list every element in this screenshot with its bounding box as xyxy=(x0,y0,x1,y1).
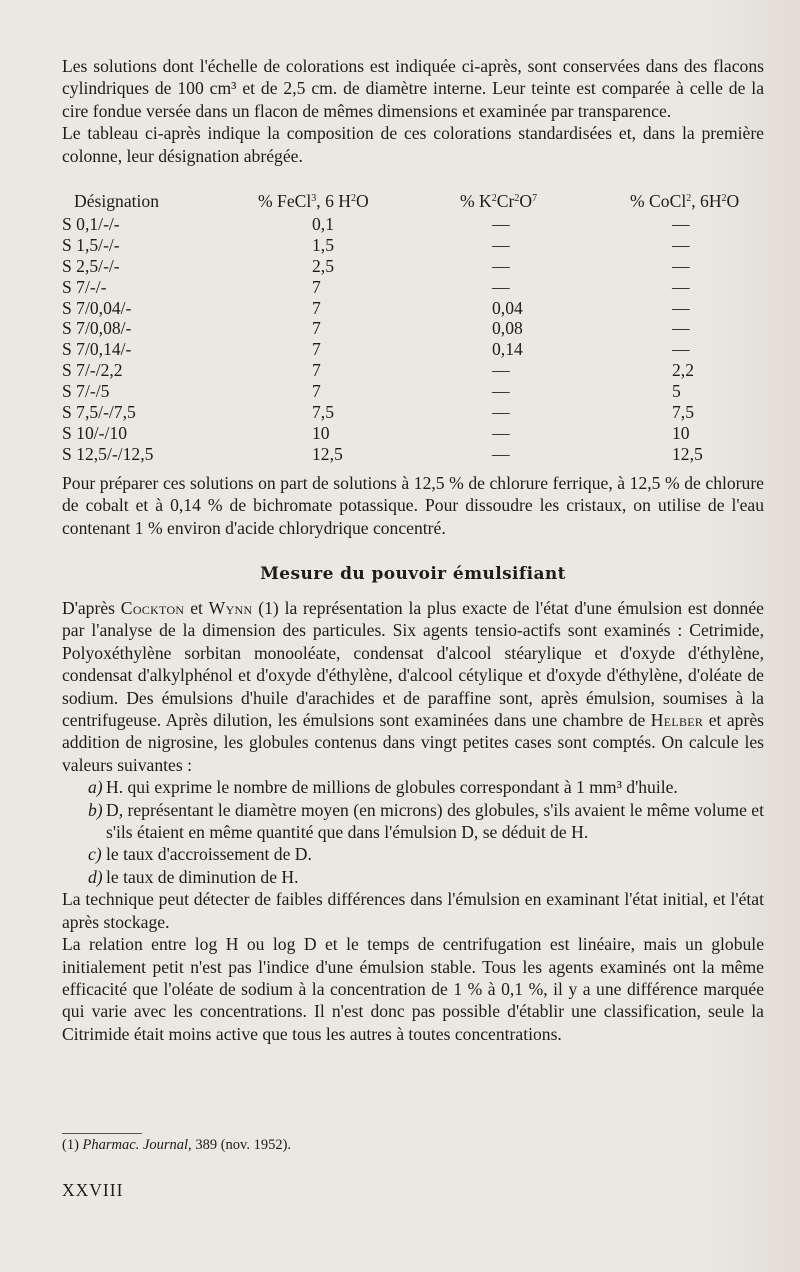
cell-cocl2: 5 xyxy=(672,381,681,402)
after-table-block xyxy=(62,472,764,539)
table-header-row xyxy=(62,188,764,214)
cell-cocl2: — xyxy=(672,339,690,360)
cell-designation: S 7/0,14/- xyxy=(62,339,132,360)
cell-fecl3: 7 xyxy=(312,360,321,381)
cell-fecl3: 2,5 xyxy=(312,255,334,276)
cell-designation: S 0,1/-/- xyxy=(62,214,120,234)
table-row xyxy=(62,214,764,235)
cell-k2cr2o7: — xyxy=(492,276,510,297)
table-row xyxy=(62,277,764,298)
cell-k2cr2o7: — xyxy=(492,234,510,255)
header-fecl3: % FeCl$^3$, 6 $H^2O$ xyxy=(258,191,369,211)
table-row xyxy=(62,423,764,444)
cell-designation: S 7,5/-/7,5 xyxy=(62,402,136,423)
cell-fecl3: 7 xyxy=(312,297,321,318)
cell-k2cr2o7: 0,14 xyxy=(492,339,523,360)
cell-fecl3: 7,5 xyxy=(312,402,334,423)
cell-fecl3: 7 xyxy=(312,339,321,360)
intro-paragraph-1: Les solutions dont l'échelle de colorations est indiquée ci-après, sont conservées dans des flacons cylindriques de 100 cm³ et de 2,5 cm. de diamètre interne. Leur teinte est comparée à celle de la cire fondue versée dans un flacon de mêmes dimensions et examinée par transparence. xyxy=(62,56,764,121)
cell-designation: S 2,5/-/- xyxy=(62,255,120,276)
cell-designation: S 7/-/5 xyxy=(62,381,110,402)
cell-k2cr2o7: — xyxy=(492,360,510,381)
section-body xyxy=(62,597,764,1045)
header-cocl2: % CoCl$^2$, $6H^2O$ xyxy=(630,191,740,211)
cell-designation: S 1,5/-/- xyxy=(62,234,120,255)
cell-fecl3: 1,5 xyxy=(312,234,334,255)
cell-k2cr2o7: 0,04 xyxy=(492,297,523,318)
cell-cocl2: 10 xyxy=(672,422,690,443)
section-paragraph-3: La relation entre log H ou log D et le temps de centrifugation est linéaire, mais un globule initialement petit n'est pas l'indice d'une émulsion stable. Tous les agents examinés ont la même efficacité que l'oléate de sodium à la concentration de 1 % à 0,1 %, il y a une différence marquée qui varie avec les concentrations. Il n'est donc pas possible d'établir une classification, seule la Citrimide était moins active que tous les autres à toutes concentrations. xyxy=(62,934,764,1044)
list-item: c) le taux d'accroissement de D. xyxy=(88,844,312,865)
table-row xyxy=(62,256,764,277)
author-wynn: Wynn xyxy=(208,598,253,618)
cell-cocl2: — xyxy=(672,318,690,339)
cell-fecl3: 7 xyxy=(312,276,321,297)
cell-cocl2: 7,5 xyxy=(672,402,694,423)
cell-k2cr2o7: — xyxy=(492,255,510,276)
cell-designation: S 12,5/-/12,5 xyxy=(62,443,154,464)
table-body xyxy=(62,214,764,465)
intro-block xyxy=(62,55,764,167)
footnote: (1) Pharmac. Journal, 389 (nov. 1952). xyxy=(62,1137,292,1153)
cell-k2cr2o7: — xyxy=(492,402,510,423)
table-row xyxy=(62,381,764,402)
cell-cocl2: — xyxy=(672,214,690,234)
header-k2cr2o7: % $K^2Cr^2O^7$ xyxy=(460,191,538,211)
section-title: Mesure du pouvoir émulsifiant xyxy=(260,564,566,584)
cell-designation: S 7/-/2,2 xyxy=(62,360,123,381)
cell-k2cr2o7: — xyxy=(492,214,510,234)
cell-k2cr2o7: — xyxy=(492,443,510,464)
table-row xyxy=(62,360,764,381)
page-number: XXVIII xyxy=(62,1180,124,1200)
author-cockton: Cockton xyxy=(120,598,185,618)
cell-cocl2: — xyxy=(672,276,690,297)
section-paragraph-1: D'après Cockton et Wynn (1) la représentation la plus exacte de l'état d'une émulsion est donnée par l'analyse de la dimension des particules. Six agents tensio-actifs sont examinés : Cetrimide, Polyoxéthylène sorbitan monooléate, condensat d'alcool stéarylique et d'oxyde d'éthylène, condensat d'alkylphénol et d'oxyde d'éthylène, d'alcool cétylique et d'oxyde d'éthylène, d'oléate de sodium. Des émulsions d'huile d'arachides et de paraffine sont, après émulsion, soumises à la centrifugeuse. Après dilution, les émulsions sont examinées dans une chambre de Helber et après addition de nigrosine, les globules contenus dans vingt petites cases sont comptés. On calcule les valeurs suivantes : xyxy=(62,598,764,775)
cell-k2cr2o7: — xyxy=(492,422,510,443)
table-row xyxy=(62,339,764,360)
footnote-rule xyxy=(62,1133,142,1134)
table-row xyxy=(62,318,764,339)
cell-designation: S 7/0,04/- xyxy=(62,297,132,318)
cell-k2cr2o7: — xyxy=(492,381,510,402)
list-item: d) le taux de diminution de H. xyxy=(88,866,299,887)
cell-k2cr2o7: 0,08 xyxy=(492,318,523,339)
author-helber: Helber xyxy=(650,710,704,731)
intro-paragraph-2: Le tableau ci-après indique la composition de ces colorations standardisées et, dans la première colonne, leur désignation abrégée. xyxy=(62,123,764,166)
table-row xyxy=(62,402,764,423)
section-paragraph-2: La technique peut détecter de faibles différences dans l'émulsion en examinant l'état initial, et l'état après stockage. xyxy=(62,889,764,932)
coloration-table xyxy=(62,188,764,465)
cell-designation: S 7/-/- xyxy=(62,276,107,297)
cell-cocl2: — xyxy=(672,297,690,318)
cell-fecl3: 10 xyxy=(312,422,330,443)
cell-fecl3: 7 xyxy=(312,318,321,339)
cell-designation: S 10/-/10 xyxy=(62,422,128,443)
cell-cocl2: — xyxy=(672,234,690,255)
cell-fecl3: 7 xyxy=(312,381,321,402)
after-table-paragraph: Pour préparer ces solutions on part de solutions à 12,5 % de chlorure ferrique, à 12,5 % de chlorure de cobalt et à 0,14 % de bichromate potassique. Pour dissoudre les cristaux, on utilise de l'eau contenant 1 % environ d'acide chlorydrique concentré. xyxy=(62,473,764,538)
list-item: b) D, représentant le diamètre moyen (en microns) des globules, s'ils avaient le même volume et s'ils étaient en même quantité que dans l'émulsion D, se déduit de H. xyxy=(88,799,764,843)
header-designation: Désignation xyxy=(74,191,160,211)
cell-designation: S 7/0,08/- xyxy=(62,318,132,339)
cell-fecl3: 0,1 xyxy=(312,214,334,234)
table-row xyxy=(62,298,764,319)
list-item: a) H. qui exprime le nombre de millions de globules correspondant à 1 mm³ d'huile. xyxy=(88,777,678,798)
cell-cocl2: — xyxy=(672,255,690,276)
table-row xyxy=(62,235,764,256)
cell-fecl3: 12,5 xyxy=(312,443,343,464)
table-row xyxy=(62,444,764,465)
cell-cocl2: 12,5 xyxy=(672,443,703,464)
cell-cocl2: 2,2 xyxy=(672,360,694,381)
